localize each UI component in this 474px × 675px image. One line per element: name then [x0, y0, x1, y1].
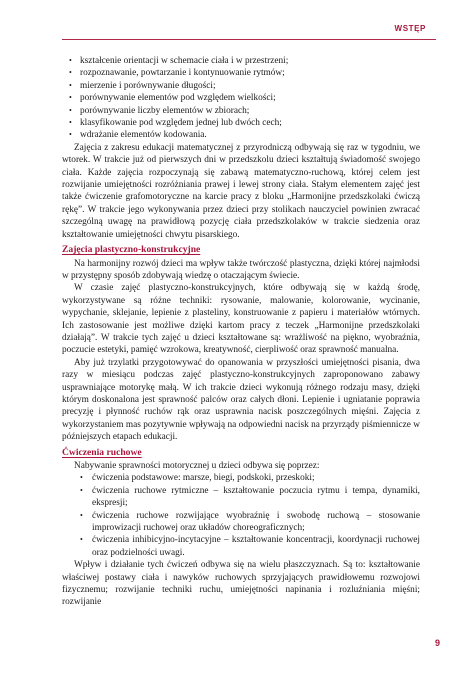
bullet-icon: •: [69, 80, 72, 90]
bullet-icon: •: [69, 105, 72, 115]
intro-list: [62, 55, 420, 142]
page-number: 9: [434, 638, 440, 648]
list-item: • ćwiczenia inhibicyjno-incytacyjne – kształtowanie koncentracji, koordynacji ruchowej oraz podzielności uwagi.: [80, 535, 420, 558]
art-paragraph: Aby już trzylatki przygotowywać do opanowania w przyszłości umiejętności pisania, dwa razy w miesiącu podczas zajęć plastyczno-konstrukcyjnych zaproponowano zabawy usprawniające motorykę małą. W ich trakcie dzieci wykonują różnego rodzaju masy, dzięki którym doskonalona jest sprawność palców oraz całych dłoni. Lepienie i ugniatanie poprawia precyzję i płynność ruchów rąk oraz usprawnia nacisk poszczególnych mięśni. Zajęcia z wykorzystaniem mas pozytywnie wpływają na odpowiedni nacisk na przyrządy piśmiennicze w późniejszych etapach edukacji.: [62, 357, 420, 443]
bullet-icon: •: [80, 510, 83, 520]
math-paragraph: Zajęcia z zakresu edukacji matematycznej z przyrodniczą odbywają się raz w tygodniu, we wtorek. W trakcie już od pierwszych dni w przedszkolu dzieci kształtują świadomość swojego ciała. Każde zajęcia rozpoczynają się zabawą matematyczno-ruchową, której celem jest rozwijanie umiejętności rozróżniania prawej i lewej strony ciała. Stałym elementem zajęć jest także ćwiczenie grafomotoryczne na karcie pracy z bloku „Harmonijne przedszkolaki ćwiczą rękę”. W trakcie jego wykonywania przez dzieci przy stolikach nauczyciel powinien zwracać szczególną uwagę na prawidłową pozycję ciała przedszkolaków w trakcie siedzenia oraz kształtowanie umiejętności chwytu pisarskiego.: [62, 142, 420, 240]
list-item: • rozpoznawanie, powtarzanie i kontynuowanie rytmów;: [69, 68, 285, 79]
list-item: • porównywanie liczby elementów w zbiorach;: [69, 105, 250, 116]
bullet-icon: •: [80, 535, 83, 545]
bullet-icon: •: [80, 473, 83, 483]
exercises-intro: Nabywanie sprawności motorycznej u dzieci odbywa się poprzez:: [74, 461, 320, 471]
page-content: [62, 55, 420, 609]
bullet-icon: •: [69, 118, 72, 128]
list-item: • ćwiczenia ruchowe rytmiczne – kształtowanie poczucia rytmu i tempa, dynamiki, ekspresji;: [80, 485, 420, 509]
bullet-icon: •: [80, 485, 83, 495]
header-section-label: WSTĘP: [394, 24, 426, 33]
list-item: • ćwiczenia ruchowe rozwijające wyobraźnię i swobodę ruchową – stosowanie improwizacji ruchowej oraz układów choreograficznych;: [80, 510, 420, 534]
exercises-section-heading: Ćwiczenia ruchowe: [62, 446, 142, 458]
list-item: • kształcenie orientacji w schemacie ciała i w przestrzeni;: [69, 56, 289, 66]
bullet-icon: •: [69, 130, 72, 140]
header-rule: [62, 39, 436, 40]
list-item: • ćwiczenia podstawowe: marsze, biegi, podskoki, przeskoki;: [80, 473, 315, 484]
list-item: • klasyfikowanie pod względem jednej lub dwóch cech;: [69, 118, 282, 129]
art-paragraph: W czasie zajęć plastyczno-konstrukcyjnych, które odbywają się w każdą środę, wykorzystywane są różne techniki: rysowanie, malowanie, kolorowanie, wycinanie, wypychanie, sklejanie, lepienie z plasteliny, konstruowanie z papieru i materiałów wtórnych. Ich zastosowanie jest możliwe dzięki kartom pracy z teczek „Harmonijne przedszkolaki działają”. W trakcie tych zajęć u dzieci kształtowane są: wrażliwość na piękno, wyobraźnia, poczucie estetyki, pamięć wzrokowa, kreatywność, cierpliwość oraz sprawność manualna.: [62, 283, 420, 356]
bullet-icon: •: [69, 68, 72, 78]
bullet-icon: •: [69, 56, 72, 65]
list-item: • porównywanie elementów pod względem wielkości;: [69, 93, 276, 104]
list-item: • wdrażanie elementów kodowania.: [69, 130, 207, 141]
art-section-heading: Zajęcia plastyczno-konstrukcyjne: [62, 244, 201, 256]
art-paragraph: Na harmonijny rozwój dzieci ma wpływ także twórczość plastyczna, dzięki której najmłodsi w przystępny sposób zdobywają wiedzę o otaczającym świecie.: [62, 258, 420, 281]
bullet-icon: •: [69, 93, 72, 103]
exercises-closing: Wpływ i działanie tych ćwiczeń odbywa się na wielu płaszczyznach. Są to: kształtowanie właściwej postawy ciała i nawyków ruchowych sprzyjających prawidłowemu rozwojowi fizycznemu; rozwijanie techniki ruchu, umiejętności napinania i rozluźniania mięśni; rozwijanie: [62, 560, 420, 608]
list-item: • mierzenie i porównywanie długości;: [69, 80, 216, 91]
exercises-list: [62, 472, 420, 559]
